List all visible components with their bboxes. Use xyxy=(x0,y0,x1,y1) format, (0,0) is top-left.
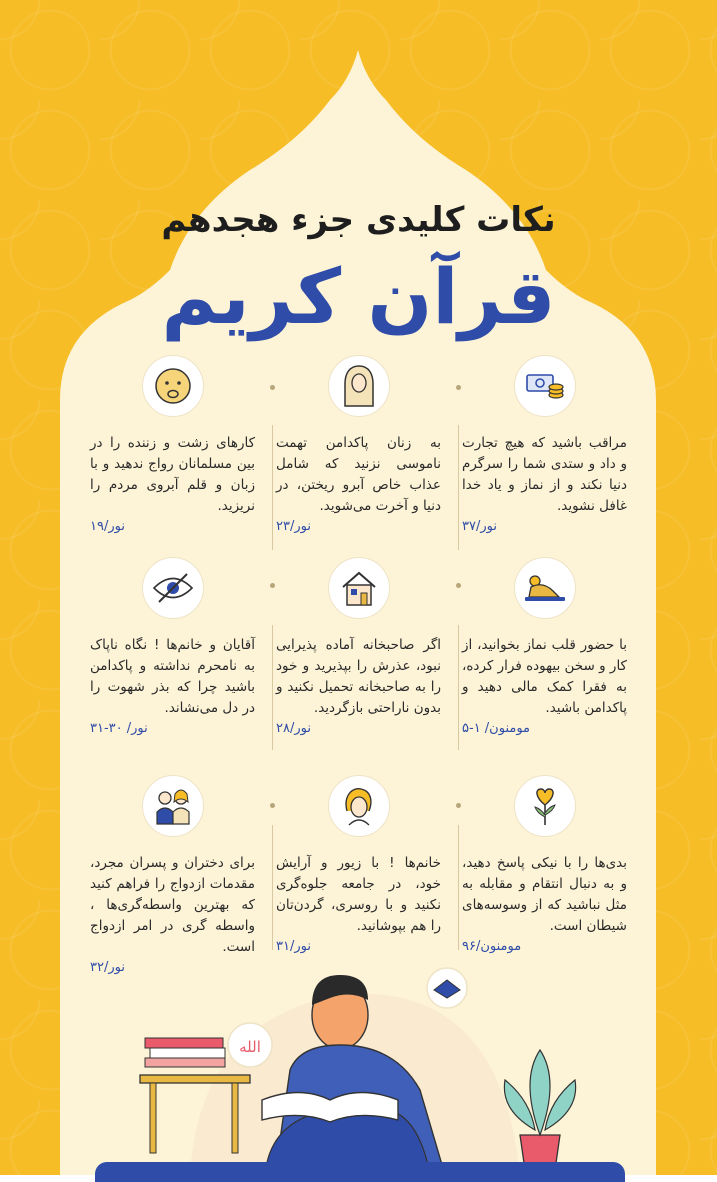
woman-hair-icon xyxy=(328,775,390,837)
tip-card xyxy=(90,355,255,555)
tips-row xyxy=(90,355,627,555)
tip-text: خانم‌ها ! با زیور و آرایش خود، در جامعه جلوه‌گری نکنید و با روسری، گردن‌تان را هم بپوشانید. نور/۳۱ xyxy=(276,853,441,957)
tips-row xyxy=(90,557,627,757)
book-icon xyxy=(150,1048,225,1058)
tip-text: با حضور قلب نماز بخوانید، از کار و سخن بیهوده فرار کرده، به فقرا کمک مالی دهید و پاکدامن باشید. مومنون/ ۱-۵ xyxy=(462,635,627,739)
praying-person-icon xyxy=(514,557,576,619)
tip-card xyxy=(462,557,627,757)
book-icon xyxy=(145,1058,225,1067)
tip-card xyxy=(276,355,441,555)
footer-bar xyxy=(95,1162,625,1182)
veiled-woman-icon xyxy=(328,355,390,417)
tip-text: برای دختران و پسران مجرد، مقدمات ازدواج را فراهم کنید که بهترین واسطه‌گری‌ها ، واسطه گری در امر ازدواج است. نور/۳۲ xyxy=(90,853,255,978)
tip-reference: نور/۳۲ xyxy=(90,960,125,975)
money-icon xyxy=(514,355,576,417)
tip-reference: نور/۳۷ xyxy=(462,519,497,534)
tip-text: مراقب باشید که هیچ تجارت و داد و ستدی شما را سرگرم دنیا نکند و از نماز و یاد خدا غافل نشوید. نور/۳۷ xyxy=(462,433,627,537)
tip-reference: مومنون/ ۱-۵ xyxy=(462,721,531,736)
allah-badge-text: الله xyxy=(239,1038,261,1056)
couple-icon xyxy=(142,775,204,837)
book-icon xyxy=(145,1038,223,1048)
eye-slash-icon xyxy=(142,557,204,619)
tip-reference: نور/۲۸ xyxy=(276,721,311,736)
tip-text: اگر صاحبخانه آماده پذیرایی نبود، عذرش را بپذیرید و خود را به صاحبخانه تحمیل نکنید و بدون ناراحتی بازگردید. نور/۲۸ xyxy=(276,635,441,739)
house-icon xyxy=(328,557,390,619)
tip-reference: نور/۲۳ xyxy=(276,519,311,534)
tip-reference: مومنون/۹۶ xyxy=(462,939,522,954)
heart-flower-icon xyxy=(514,775,576,837)
side-table xyxy=(140,1075,250,1083)
tip-reference: نور/ ۳۰-۳۱ xyxy=(90,721,148,736)
tips-row xyxy=(90,775,627,975)
page-title: قرآن کریم xyxy=(161,252,556,341)
tip-text: به زنان پاکدامن تهمت ناموسی نزنید که شامل عذاب خاص آبرو ریختن، در دنیا و آخرت می‌شوید. نور/۲۳ xyxy=(276,433,441,537)
tip-card xyxy=(462,775,627,975)
tip-reference: نور/۱۹ xyxy=(90,519,125,534)
tip-text: آقایان و خانم‌ها ! نگاه ناپاک به نامحرم نداشته و پاکدامن باشید چرا که بذر شهوت را در دل می‌نشاند. نور/ ۳۰-۳۱ xyxy=(90,635,255,739)
tip-text: بدی‌ها را با نیکی پاسخ دهید، و به دنبال انتقام و مقابله به مثل نباشید که از وسوسه‌های شیطان است. مومنون/۹۶ xyxy=(462,853,627,957)
page-subtitle: نکات کلیدی جزء هجدهم xyxy=(161,200,556,240)
reading-illustration xyxy=(0,960,717,1175)
tip-text: کارهای زشت و زننده را در بین مسلمانان رواج ندهید و با زبان و قلم آبروی مردم را نریزید. نور/۱۹ xyxy=(90,433,255,537)
tip-card xyxy=(276,775,441,975)
tip-card xyxy=(90,775,255,975)
tip-card xyxy=(90,557,255,757)
tip-card xyxy=(276,557,441,757)
tip-card xyxy=(462,355,627,555)
sad-face-icon xyxy=(142,355,204,417)
tip-reference: نور/۳۱ xyxy=(276,939,311,954)
